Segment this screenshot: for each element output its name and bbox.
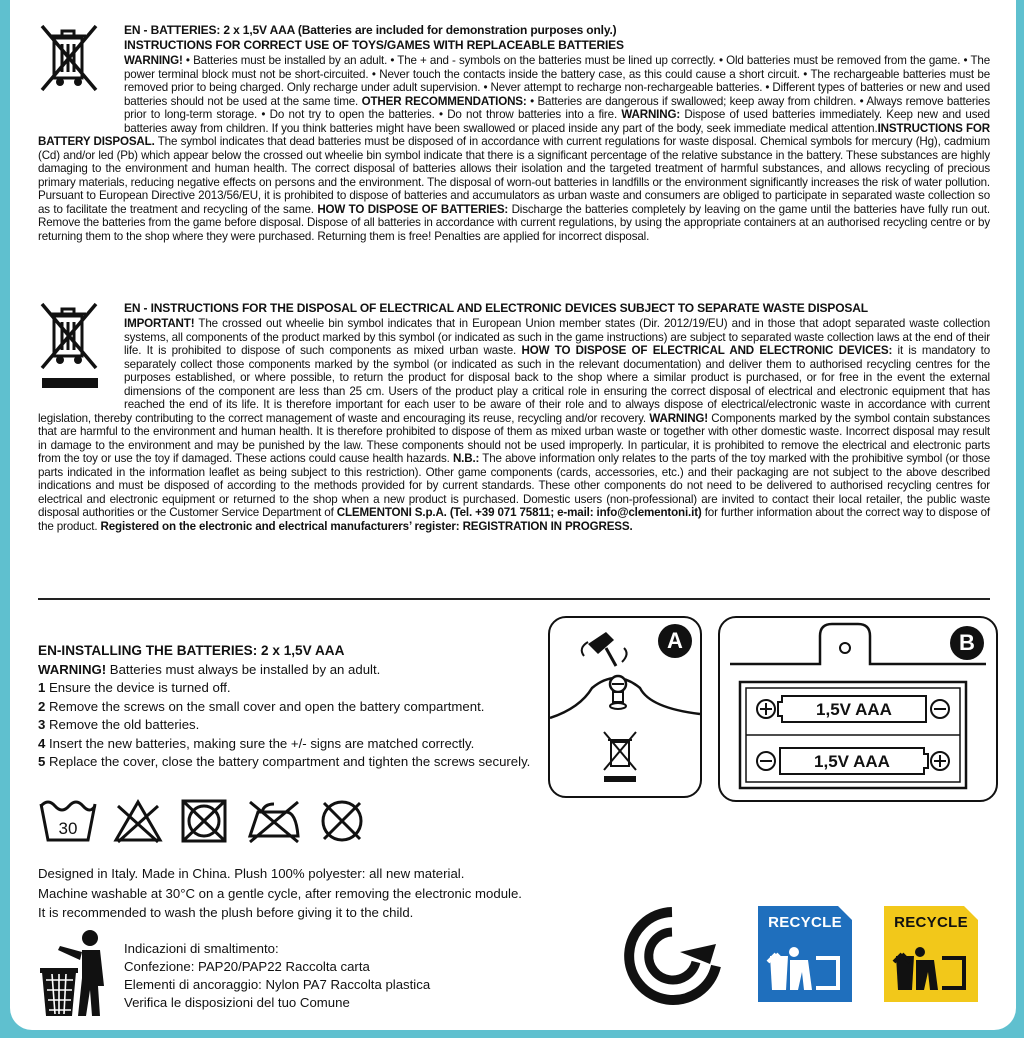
warning-label: WARNING! (649, 411, 709, 425)
other-recommendations-label: OTHER RECOMMENDATIONS: (361, 94, 527, 108)
brand-logo-icon (620, 904, 724, 1008)
screwdriver-icon (582, 632, 627, 666)
material-info (38, 864, 558, 923)
care-symbols (38, 796, 368, 846)
no-bleach-icon (112, 796, 164, 846)
screw-icon (610, 676, 626, 709)
batteries-body (38, 54, 990, 243)
material-line: Designed in Italy. Made in China. Plush 100% polyester: all new material. (38, 866, 465, 881)
warning-label: WARNING: (621, 108, 681, 121)
weee-paragraph: for further information about the correct way to dispose of the product. (38, 506, 990, 533)
battery-label-bottom: 1,5V AAA (814, 752, 890, 771)
section-divider (38, 598, 990, 600)
battery-disposal-label: INSTRUCTIONS FOR BATTERY DISPOSAL. (38, 121, 990, 148)
how-to-dispose-label: HOW TO DISPOSE OF ELECTRICAL AND ELECTRONIC DEVICES: (521, 344, 893, 357)
tidy-man-icon (38, 928, 116, 1020)
how-to-dispose-label: HOW TO DISPOSE OF BATTERIES: (317, 202, 509, 216)
no-dry-clean-icon (316, 796, 368, 846)
weee-title: EN - INSTRUCTIONS FOR THE DISPOSAL OF ELECTRICAL AND ELECTRONIC DEVICES SUBJECT TO SEPARATE WASTE DISPOSAL (124, 301, 868, 315)
install-step: 5 Replace the cover, close the battery compartment and tighten the screws securely. (38, 754, 531, 769)
recycle-label: RECYCLE (768, 914, 842, 931)
disposal-line: Elementi di ancoraggio: Nylon PA7 Raccolta plastica (124, 977, 431, 992)
install-step: 3 Remove the old batteries. (38, 717, 200, 732)
batteries-subtitle: INSTRUCTIONS FOR CORRECT USE OF TOYS/GAMES WITH REPLACEABLE BATTERIES (124, 38, 624, 52)
warning-label: WARNING! (124, 54, 183, 67)
weee-body (38, 317, 990, 533)
recycle-blue-badge (758, 906, 852, 1002)
disposal-line: Indicazioni di smaltimento: (124, 941, 279, 956)
install-warning (38, 661, 558, 680)
important-label: IMPORTANT! (124, 317, 195, 330)
install-title: EN-INSTALLING THE BATTERIES: 2 x 1,5V AAA (38, 643, 345, 658)
batteries-paragraph: • Batteries are dangerous if swallowed; keep away from children. • Always remove batteries prior to long-term storage. • Do not try to open the batteries. • Do not throw batteries into a fire. (124, 94, 990, 121)
screwdriver-diagram (550, 618, 700, 796)
install-step: 1 Ensure the device is turned off. (38, 680, 231, 695)
company-contact: CLEMENTONI S.p.A. (Tel. +39 071 75811; e-mail: info@clementoni.it) (336, 506, 702, 519)
registration-notice: Registered on the electronic and electrical manufacturers’ register: REGISTRATION IN PROGRESS. (100, 519, 633, 533)
install-step: 4 Insert the new batteries, making sure the +/- signs are matched correctly. (38, 735, 475, 751)
battery-label-top: 1,5V AAA (816, 700, 892, 719)
recycle-yellow-badge (884, 906, 978, 1002)
warning-text: Batteries must always be installed by an adult. (106, 661, 381, 677)
weee-paragraph: Components marked by the symbol contain substances that are harmful to the environment and human health. It is therefore prohibited to dispose of them as mixed urban waste or together with other domestic waste. Incorrect disposal may result in damage to the environment and may be punished by the law. These components should not be used improperly. In particular, it is prohibited to remove the electrical and electronic parts from the toy or use the toy if damaged. These actions could cause health hazards. (38, 411, 990, 465)
disposal-line: Verifica le disposizioni del tuo Comune (124, 995, 350, 1010)
crossed-bin-icon (604, 732, 636, 770)
disposal-instructions-it (124, 940, 484, 1012)
diagram-a-panel (548, 616, 702, 798)
diagram-b-panel (718, 616, 998, 802)
install-step: 2 Remove the screws on the small cover and open the battery compartment. (38, 698, 485, 714)
material-line: It is recommended to wash the plush before giving it to the child. (38, 905, 414, 920)
batteries-paragraph: Discharge the batteries completely by leaving on the game until the batteries have fully run out. Remove the batteries from the game before disposal. Dispose of all batteries in accordance with current regulations, by using the appropriate containers at an authorised recycling centre or by returning them to the shop where they were purchased. Returning them is free! Penalties are applied for incorrect disposal. (38, 202, 990, 243)
batteries-paragraph: The symbol indicates that dead batteries must be disposed of in accordance with current regulations for waste disposal. Chemical symbols for mercury (Hg), cadmium (Cd) and/or led (Pb) which appear below the crossed out wheelie bin symbol indicate that there is a significant percentage of the relative substance in the battery. These substances are highly damaging to the environment and human health. The correct disposal of batteries allows their isolation and the targeted treatment of harmful substances, and allows recycling of precious primary materials, reducing negative effects on persons and the environment. The disposal of worn-out batteries in landfills or the environment significantly increases the risk of water pollution. Pursuant to European Directive 2013/56/EU, it is prohibited to dispose of batteries and accumulators as urban waste and consumers are obliged to participate in separated waste collection so as to facilitate the treatment and recycling of the same. (38, 135, 990, 216)
weee-paragraph: it is mandatory to separately collect those components marked by the symbol (or indicated as such in the relevant documentation) and deliver them to authorised recycling centres for the purposes established, or where possible, to return the product for disposal back to the shop where a similar product is purchased, or for free in the event the external dimensions of the component are less than 25 cm. Users of the product play a critical role in ensuring the correct disposal of electrical and electronic equipment that has reached the end of its life. It is therefore important for each user to be aware of their role and to always dispose of electrical/electronic waste in accordance with current legislation, thereby contributing to the correct management of waste and encouraging its reuse, recycling and/or recovery. (38, 344, 990, 425)
battery-compartment-diagram (720, 618, 996, 800)
svg-text:30: 30 (58, 819, 78, 838)
diagram-a-badge: A (658, 624, 692, 658)
no-tumble-dry-icon (178, 796, 230, 846)
warning-label: WARNING! (38, 661, 107, 677)
batteries-paragraph: Dispose of used batteries immediately. Keep new and used batteries away from children. If you think batteries might have been swallowed or placed inside any part of the body, seek immediate medical attention. (124, 108, 990, 135)
recycle-label: RECYCLE (894, 914, 968, 931)
weee-paragraph: The crossed out wheelie bin symbol indicates that in European Union member states (Dir. 2012/19/EU) and in those that adopt separated waste collection systems, all components of the product marked by this symbol (or indicated as such in the game instructions) are subject to separated waste collection laws at the end of their life. It is prohibited to dispose of such components as mixed urban waste. (124, 317, 990, 357)
no-iron-icon (244, 796, 302, 846)
material-line: Machine washable at 30°C on a gentle cycle, after removing the electronic module. (38, 885, 522, 901)
disposal-line: Confezione: PAP20/PAP22 Raccolta carta (124, 959, 370, 974)
batteries-paragraph: • Batteries must be installed by an adult. • The + and - symbols on the batteries must be lined up correctly. • Old batteries must be removed from the game. • The power terminal block must not be short-circuited. • Never touch the contacts inside the battery case, as this could cause a short circuit. • The rechargeable batteries must be removed prior to being charged. Only recharge under adult supervision. • Never attempt to recharge non-rechargeable batteries. • Different types of batteries or new and used batteries should not be used at the same time. (124, 54, 990, 108)
diagram-b-badge: B (950, 626, 984, 660)
nb-label: N.B.: (452, 452, 480, 465)
wash-30-icon (38, 796, 98, 846)
weee-paragraph: The above information only relates to the parts of the toy marked with the prohibitive symbol (or those parts indicated in the information leaflet as being subject to this restriction). Other game components (cards, accessories, etc.) and their packaging are not subject to the above described indications and must be disposed of according to the methods provided for by current standards. These other components do not need to be delivered to authorised recycling centres for electrical and electronic equipment or returned to the shop when a new product is purchased. Domestic users (non-professional) are invited to contact their local retailer, the public waste disposal authorities or the Customer Service Department of (38, 452, 990, 519)
batteries-title: EN - BATTERIES: 2 x 1,5V AAA (Batteries are included for demonstration purposes only.) (124, 23, 617, 37)
instruction-sheet (10, 0, 1016, 1030)
install-instructions (38, 642, 558, 772)
